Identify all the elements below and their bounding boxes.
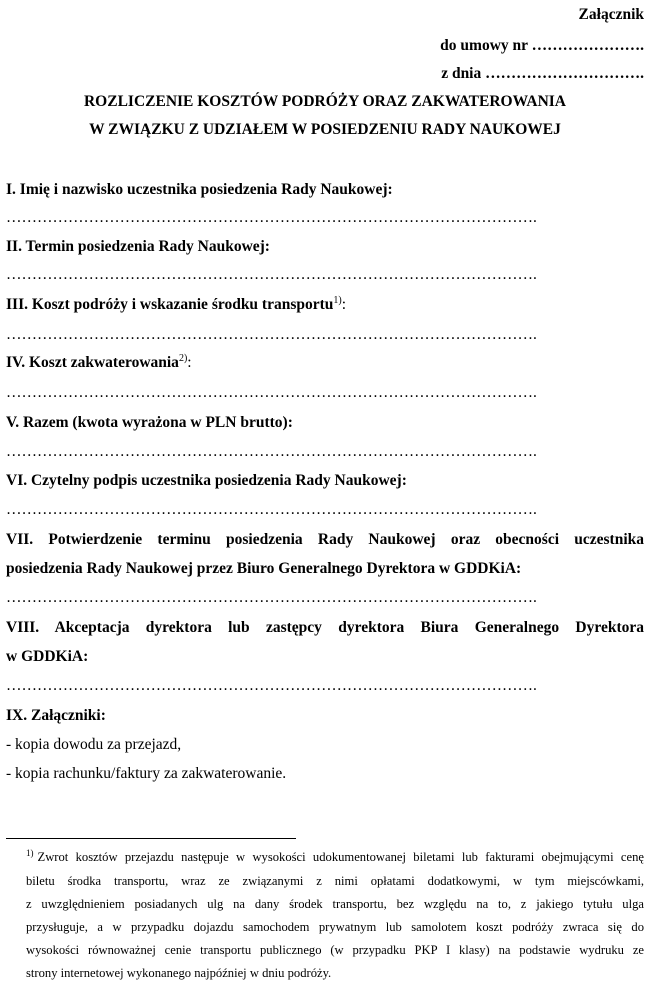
- footnote-line: $^{1)}$ Zwrot kosztów przejazdu następuje w wysokości udokumentowanej biletami lub fakturami obejmującymi cenę: [26, 848, 644, 864]
- section-confirmation-line-1: VII. Potwierdzenie terminu posiedzenia Rady Naukowej oraz obecności uczestnika: [6, 531, 644, 548]
- section-participant-name: I. Imię i nazwisko uczestnika posiedzenia Rady Naukowej:: [6, 181, 393, 198]
- attachment-item-ticket: - kopia dowodu za przejazd,: [6, 736, 182, 753]
- section-signature: VI. Czytelny podpis uczestnika posiedzenia Rady Naukowej:: [6, 472, 407, 489]
- footnote-line: z uwzględnieniem posiadanych ulg na dany środek transportu, bez względu na to, z jakiego tytułu ulga: [26, 897, 644, 911]
- meeting-date-field[interactable]: ………………………………………………………………………………………….: [6, 266, 537, 283]
- contract-date-line: z dnia ………………………….: [441, 65, 644, 82]
- footnote-ref-1: 1): [333, 295, 342, 306]
- footnote-line: przysługuje, a w przypadku dojazdu samochodem prywatnym lub samolotem koszt podróży zwraca się do: [26, 920, 644, 934]
- section-attachments: IX. Załączniki:: [6, 707, 106, 724]
- section-accommodation-cost: [6, 354, 644, 372]
- footnote-separator: [6, 838, 296, 839]
- footnote-line: strony internetowej wykonanego najpóźniej w dniu podróży.: [26, 966, 332, 980]
- total-field[interactable]: ………………………………………………………………………………………….: [6, 443, 537, 460]
- footnote-1: [14, 846, 644, 985]
- approval-field[interactable]: ………………………………………………………………………………………….: [6, 677, 537, 694]
- section-confirmation-line-2: posiedzenia Rady Naukowej przez Biuro Generalnego Dyrektora w GDDKiA:: [6, 560, 522, 577]
- accommodation-cost-field[interactable]: ………………………………………………………………………………………….: [6, 384, 537, 401]
- section-total: V. Razem (kwota wyrażona w PLN brutto):: [6, 414, 293, 431]
- section-approval-line-1: VIII. Akceptacja dyrektora lub zastępcy dyrektora Biura Generalnego Dyrektora: [6, 619, 644, 636]
- contract-number-line: do umowy nr ………………….: [440, 37, 644, 54]
- attachment-item-invoice: - kopia rachunku/faktury za zakwaterowanie.: [6, 765, 287, 782]
- footnote-ref-2: 2): [178, 353, 188, 364]
- accommodation-cost-label: IV. Koszt zakwaterowania: [6, 354, 179, 371]
- footnote-line: biletu środka transportu, wraz ze związanymi z nimi opłatami dodatkowymi, w tym miejscówkami,: [26, 874, 644, 888]
- footnote-mark: 1): [26, 848, 34, 858]
- section-approval-line-2: w GDDKiA:: [6, 648, 89, 665]
- travel-cost-field[interactable]: ………………………………………………………………………………………….: [6, 326, 537, 343]
- footnote-line: wysokości równoważnej cenie transportu publicznego (w przypadku PKP I klasy) na podstawie wydruku ze: [26, 943, 644, 957]
- participant-name-field[interactable]: ………………………………………………………………………………………….: [6, 209, 537, 226]
- travel-cost-colon: :: [341, 296, 347, 313]
- travel-cost-label: III. Koszt podróży i wskazanie środku transportu: [6, 296, 334, 313]
- confirmation-field[interactable]: ………………………………………………………………………………………….: [6, 589, 537, 606]
- accommodation-cost-colon: :: [187, 354, 192, 371]
- attachment-label: Załącznik: [578, 6, 644, 23]
- section-meeting-date: II. Termin posiedzenia Rady Naukowej:: [6, 238, 270, 255]
- signature-field[interactable]: ………………………………………………………………………………………….: [6, 501, 537, 518]
- document-title-line-1: ROZLICZENIE KOSZTÓW PODRÓŻY ORAZ ZAKWATEROWANIA: [83, 93, 567, 110]
- document-title-line-2: W ZWIĄZKU Z UDZIAŁEM W POSIEDZENIU RADY NAUKOWEJ: [89, 121, 561, 138]
- section-travel-cost: [6, 296, 644, 314]
